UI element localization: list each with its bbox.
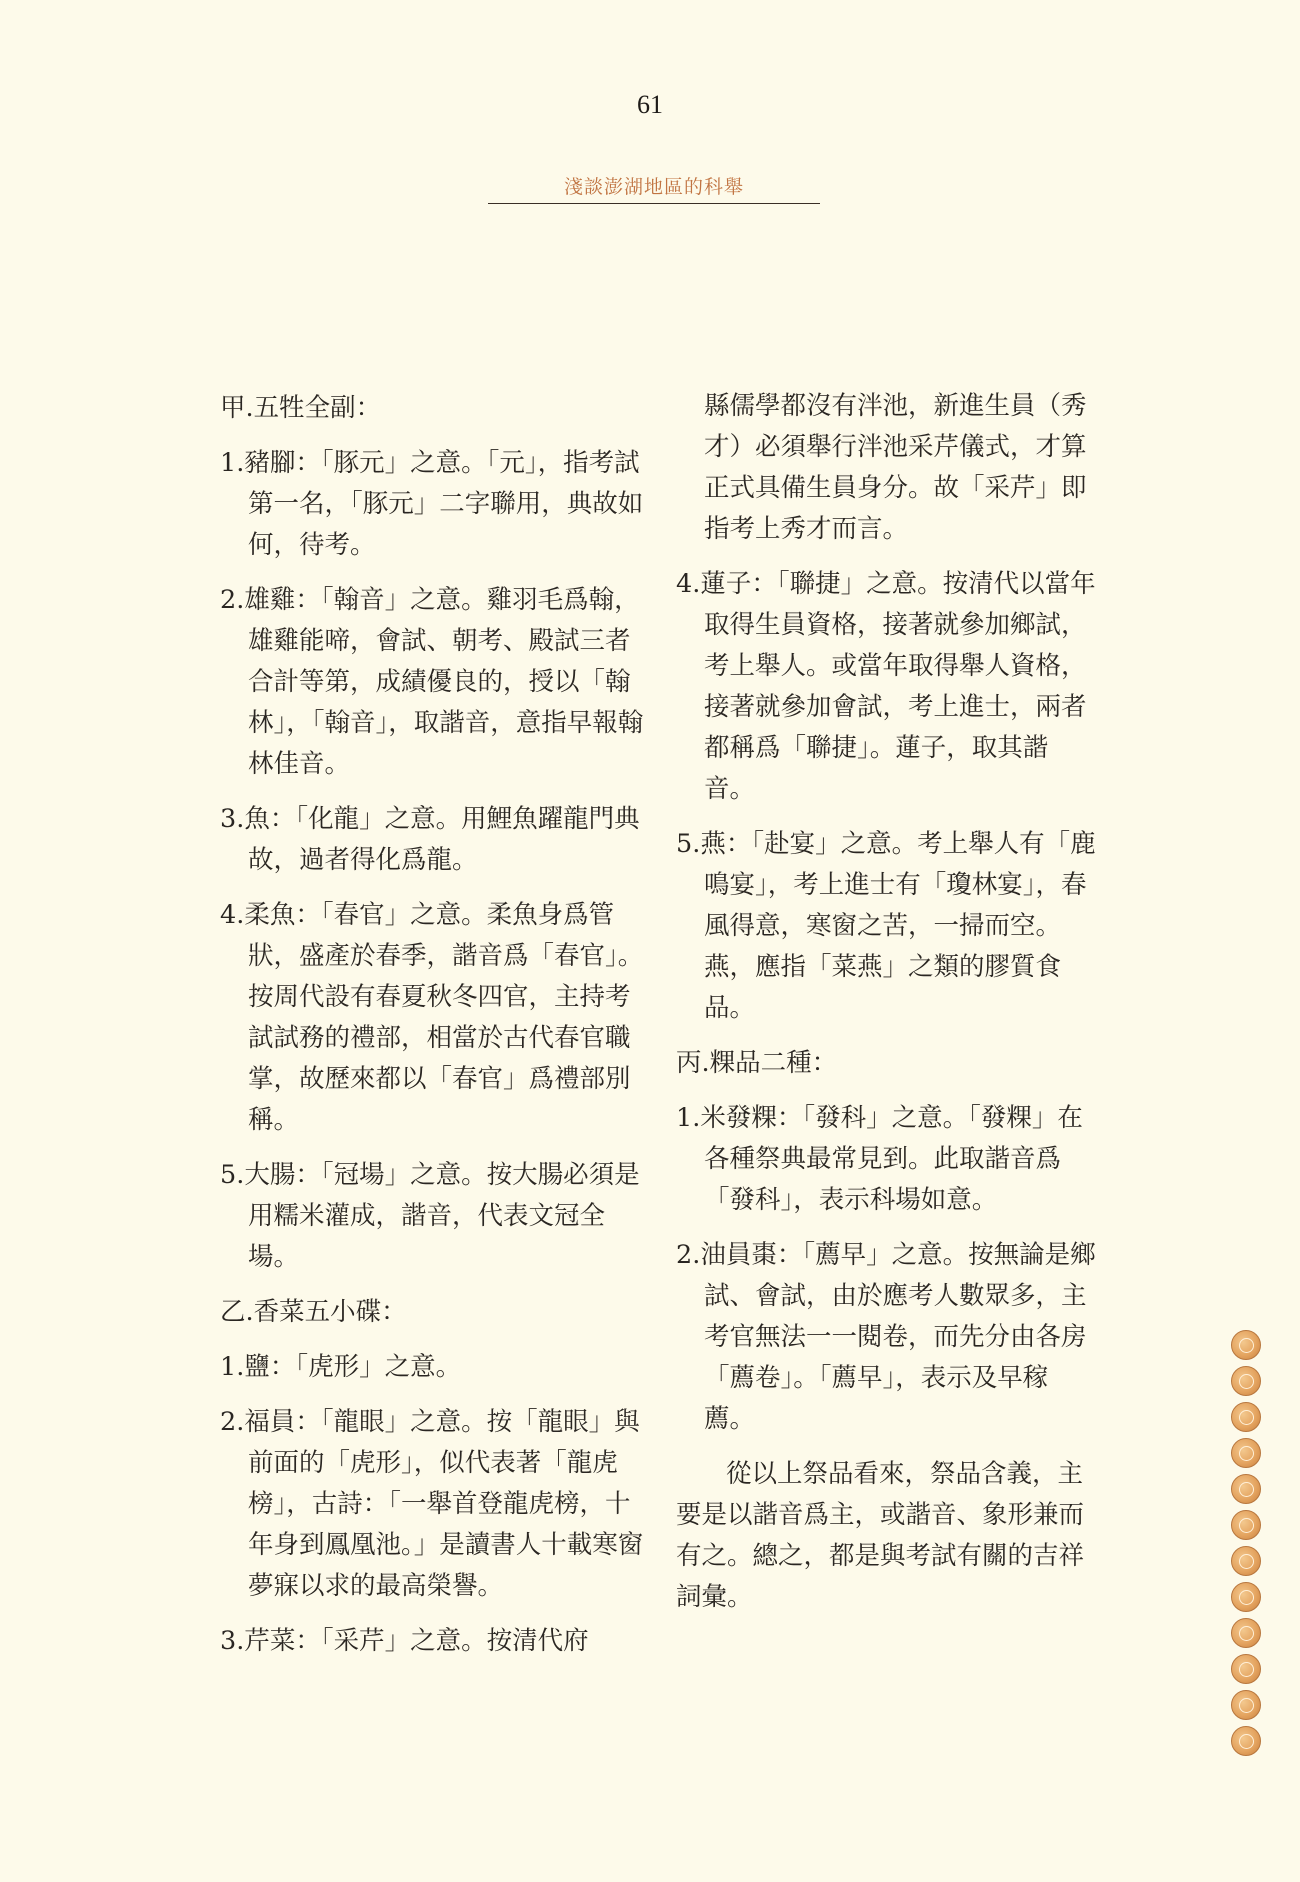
continued-paragraph: 縣儒學都沒有泮池，新進生員（秀才）必須舉行泮池采芹儀式，才算正式具備生員身分。故「采芹」即指考上秀才而言。 [704,391,1087,544]
list-item: 1.豬腳：「豚元」之意。「元」，指考試第一名，「豚元」二字聯用，典故如何，待考。 [220,448,644,560]
section-heading-jia: 甲.五牲全副： [220,393,382,423]
list-item: 4.蓮子：「聯捷」之意。按清代以當年取得生員資格，接著就參加鄉試，考上舉人。或當年取得舉人資格，接著就參加會試，考上進士，兩者都稱爲「聯捷」。蓮子，取其諧音。 [676,569,1096,804]
section-heading-bing: 丙.粿品二種： [676,1048,838,1078]
page-number: 61 [637,90,663,119]
left-column [220,388,650,1676]
list-item: 1.鹽：「虎形」之意。 [220,1352,462,1382]
list-item: 5.燕：「赴宴」之意。考上舉人有「鹿鳴宴」，考上進士有「瓊林宴」，春風得意，寒窗之苦，一掃而空。燕，應指「菜燕」之類的膠質食品。 [676,829,1096,1023]
list-item: 1.米發粿：「發科」之意。「發粿」在各種祭典最常見到。此取諧音爲「發科」，表示科場如意。 [676,1103,1083,1215]
section-heading-yi: 乙.香菜五小碟： [220,1297,407,1327]
list-item: 4.柔魚：「春官」之意。柔魚身爲管狀，盛產於春季，諧音爲「春官」。按周代設有春夏秋冬四官，主持考試試務的禮部，相當於古代春官職掌，故歷來都以「春官」爲禮部別稱。 [220,900,644,1135]
list-item: 2.雄雞：「翰音」之意。雞羽毛爲翰，雄雞能啼，會試、朝考、殿試三者合計等第，成績優良的，授以「翰林」，「翰音」，取諧音，意指早報翰林佳音。 [220,585,644,779]
list-item: 2.油員棗：「薦早」之意。按無論是鄉試、會試，由於應考人數眾多，主考官無法一一閱卷，而先分由各房「薦卷」。「薦早」，表示及早稼薦。 [676,1240,1096,1434]
list-item: 2.福員：「龍眼」之意。按「龍眼」與前面的「虎形」，似代表著「龍虎榜」，古詩：「一舉首登龍虎榜，十年身到鳳凰池。」是讀書人十載寒窗夢寐以求的最高榮譽。 [220,1407,644,1601]
list-item: 3.魚：「化龍」之意。用鯉魚躍龍門典故，過者得化爲龍。 [220,804,640,875]
right-column [676,386,1096,1632]
list-item: 3.芹菜：「采芹」之意。按清代府 [220,1626,589,1656]
conclusion-paragraph: 從以上祭品看來，祭品含義，主要是以諧音爲主，或諧音、象形兼而有之。總之，都是與考試有關的吉祥詞彙。 [676,1459,1085,1612]
running-header: 淺談澎湖地區的科舉 [488,172,820,204]
list-item: 5.大腸：「冠場」之意。按大腸必須是用糯米灌成，諧音，代表文冠全場。 [220,1160,640,1272]
coin-chain-icon [1228,1330,1264,1762]
